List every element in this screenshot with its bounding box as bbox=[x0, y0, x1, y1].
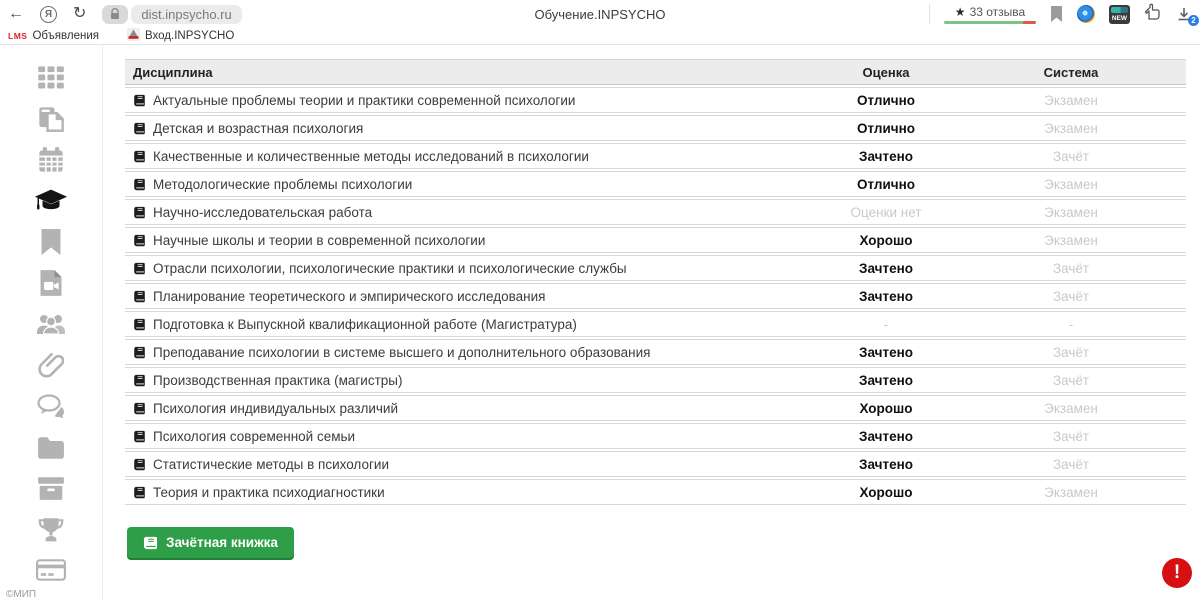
grade-value: Отлично bbox=[856, 92, 916, 108]
system-value: Зачёт bbox=[1052, 148, 1090, 164]
url-text[interactable]: dist.inpsycho.ru bbox=[131, 5, 241, 24]
book-icon bbox=[133, 206, 146, 219]
sidebar-item-groups[interactable] bbox=[34, 307, 68, 341]
header-grade: Оценка bbox=[862, 64, 910, 80]
header-system: Система bbox=[1043, 64, 1099, 80]
discipline-name: Планирование теоретического и эмпирического исследования bbox=[153, 288, 546, 304]
system-value: Экзамен bbox=[1044, 176, 1098, 192]
gradebook-button[interactable] bbox=[127, 527, 294, 558]
downloads-button[interactable] bbox=[1174, 4, 1194, 24]
calendar-icon bbox=[37, 146, 65, 174]
lock-icon[interactable] bbox=[102, 5, 128, 24]
table-row[interactable] bbox=[125, 227, 1186, 253]
back-button[interactable]: ← bbox=[8, 5, 24, 22]
gradebook-button-label: Зачётная книжка bbox=[166, 535, 278, 550]
table-row[interactable] bbox=[125, 451, 1186, 477]
table-row[interactable] bbox=[125, 423, 1186, 449]
discipline-name: Качественные и количественные методы исследований в психологии bbox=[153, 148, 589, 164]
discipline-name: Статистические методы в психологии bbox=[153, 456, 389, 472]
book-icon bbox=[133, 374, 146, 387]
site-reviews-button[interactable] bbox=[944, 5, 1036, 24]
bookmark-lms[interactable] bbox=[8, 30, 99, 42]
grade-value: Зачтено bbox=[859, 260, 913, 276]
system-value: Зачёт bbox=[1052, 344, 1090, 360]
discipline-name: Психология индивидуальных различий bbox=[153, 400, 398, 416]
discipline-name: Научно-исследовательская работа bbox=[153, 204, 373, 220]
table-row[interactable] bbox=[125, 283, 1186, 309]
book-icon bbox=[133, 318, 146, 331]
grade-value: Оценки нет bbox=[850, 204, 922, 220]
book-icon bbox=[133, 262, 146, 275]
discipline-name: Методологические проблемы психологии bbox=[153, 176, 413, 192]
bookmark-label: Объявления bbox=[32, 30, 99, 42]
grade-value: Зачтено bbox=[859, 148, 913, 164]
downloads-count-badge: 2 bbox=[1188, 15, 1199, 26]
book-icon bbox=[133, 430, 146, 443]
lms-logo-icon: LMS bbox=[8, 31, 28, 41]
book-icon bbox=[133, 290, 146, 303]
table-row[interactable] bbox=[125, 311, 1186, 337]
alert-notification-badge[interactable]: ! bbox=[1162, 558, 1192, 588]
table-row[interactable] bbox=[125, 87, 1186, 113]
book-icon bbox=[133, 150, 146, 163]
address-bar[interactable] bbox=[102, 5, 241, 24]
grade-value: - bbox=[883, 316, 889, 332]
documents-icon bbox=[37, 105, 65, 133]
discipline-name: Преподавание психологии в системе высшего и дополнительного образования bbox=[153, 344, 651, 360]
folder-icon bbox=[37, 436, 65, 459]
credit-card-icon bbox=[36, 559, 66, 581]
system-value: Экзамен bbox=[1044, 92, 1098, 108]
system-value: Зачёт bbox=[1052, 288, 1090, 304]
video-file-icon bbox=[38, 269, 64, 297]
table-row[interactable] bbox=[125, 255, 1186, 281]
system-value: Экзамен bbox=[1044, 204, 1098, 220]
system-value: - bbox=[1068, 316, 1074, 332]
discipline-name: Актуальные проблемы теории и практики современной психологии bbox=[153, 92, 576, 108]
book-icon bbox=[143, 536, 158, 550]
bookmark-inpsycho[interactable] bbox=[127, 28, 234, 44]
system-value: Экзамен bbox=[1044, 400, 1098, 416]
grade-value: Отлично bbox=[856, 176, 916, 192]
sidebar-item-schedule[interactable] bbox=[34, 143, 68, 177]
bookmark-label: Вход.INPSYCHO bbox=[144, 30, 235, 42]
book-icon bbox=[133, 486, 146, 499]
bookmark-flag-icon[interactable] bbox=[1050, 6, 1063, 22]
grades-table bbox=[125, 59, 1186, 505]
grade-value: Зачтено bbox=[859, 456, 913, 472]
sidebar-item-education-active[interactable] bbox=[34, 184, 68, 218]
page-title: Обучение.INPSYCHO bbox=[534, 6, 666, 22]
star-icon: ★ bbox=[954, 4, 966, 19]
archive-box-icon bbox=[37, 475, 65, 501]
book-icon bbox=[133, 402, 146, 415]
table-row[interactable] bbox=[125, 367, 1186, 393]
table-row[interactable] bbox=[125, 479, 1186, 505]
table-body bbox=[125, 87, 1186, 505]
book-icon bbox=[133, 178, 146, 191]
graduation-cap-icon bbox=[34, 188, 68, 214]
reviews-count: 33 отзыва bbox=[969, 4, 1026, 19]
sidebar-item-video-lessons[interactable] bbox=[34, 266, 68, 300]
grade-value: Зачтено bbox=[859, 288, 913, 304]
sidebar-item-attachments[interactable] bbox=[34, 348, 68, 382]
chat-icon bbox=[37, 394, 65, 418]
system-value: Экзамен bbox=[1044, 232, 1098, 248]
bookmarks-bar bbox=[0, 28, 1200, 45]
sidebar-item-materials[interactable] bbox=[34, 102, 68, 136]
new-extension-icon[interactable]: NEW bbox=[1109, 5, 1130, 24]
header-discipline: Дисциплина bbox=[133, 64, 213, 80]
discipline-name: Отрасли психологии, психологические практики и психологические службы bbox=[153, 260, 627, 276]
extension-orb-icon[interactable] bbox=[1077, 5, 1095, 23]
bookmark-icon bbox=[40, 229, 62, 255]
book-icon bbox=[133, 234, 146, 247]
system-value: Экзамен bbox=[1044, 484, 1098, 500]
rating-bar bbox=[944, 21, 1036, 24]
trophy-icon bbox=[37, 516, 65, 543]
grade-value: Хорошо bbox=[859, 232, 913, 248]
grade-value: Зачтено bbox=[859, 372, 913, 388]
grade-value: Отлично bbox=[856, 120, 916, 136]
table-row[interactable] bbox=[125, 395, 1186, 421]
table-row[interactable] bbox=[125, 199, 1186, 225]
sidebar bbox=[0, 45, 103, 600]
paperclip-icon bbox=[38, 351, 64, 379]
sidebar-item-bookmarks[interactable] bbox=[34, 225, 68, 259]
system-value: Зачёт bbox=[1052, 372, 1090, 388]
pyramid-logo-icon bbox=[127, 28, 140, 44]
sidebar-item-messages[interactable] bbox=[34, 389, 68, 423]
table-row[interactable] bbox=[125, 143, 1186, 169]
grade-value: Хорошо bbox=[859, 400, 913, 416]
browser-toolbar bbox=[0, 0, 1200, 28]
book-icon bbox=[133, 346, 146, 359]
grade-value: Зачтено bbox=[859, 428, 913, 444]
discipline-name: Подготовка к Выпускной квалификационной работе (Магистратура) bbox=[153, 316, 577, 332]
table-header bbox=[125, 59, 1186, 85]
book-icon bbox=[133, 122, 146, 135]
system-value: Экзамен bbox=[1044, 120, 1098, 136]
grade-value: Зачтено bbox=[859, 344, 913, 360]
system-value: Зачёт bbox=[1052, 260, 1090, 276]
sidebar-item-payments[interactable] bbox=[34, 553, 68, 587]
sidebar-item-grid-menu[interactable] bbox=[34, 61, 68, 95]
discipline-name: Теория и практика психодиагностики bbox=[153, 484, 385, 500]
sidebar-item-achievements[interactable] bbox=[34, 512, 68, 546]
discipline-name: Психология современной семьи bbox=[153, 428, 356, 444]
reload-button[interactable]: ↻ bbox=[73, 5, 87, 22]
grid-icon bbox=[37, 64, 65, 92]
grade-value: Хорошо bbox=[859, 484, 913, 500]
discipline-name: Научные школы и теории в современной психологии bbox=[153, 232, 486, 248]
hand-gesture-icon[interactable] bbox=[1144, 3, 1160, 25]
discipline-name: Производственная практика (магистры) bbox=[153, 372, 403, 388]
table-row[interactable] bbox=[125, 115, 1186, 141]
toolbar-separator bbox=[929, 4, 930, 24]
system-value: Зачёт bbox=[1052, 428, 1090, 444]
sidebar-item-files[interactable] bbox=[34, 430, 68, 464]
book-icon bbox=[133, 458, 146, 471]
sidebar-footer-mip: ©МИП bbox=[6, 589, 37, 600]
system-value: Зачёт bbox=[1052, 456, 1090, 472]
sidebar-item-archive[interactable] bbox=[34, 471, 68, 505]
main-content bbox=[103, 45, 1200, 600]
yandex-services-icon[interactable]: Я bbox=[40, 6, 57, 23]
book-icon bbox=[133, 94, 146, 107]
table-row[interactable] bbox=[125, 339, 1186, 365]
discipline-name: Детская и возрастная психология bbox=[153, 120, 364, 136]
people-icon bbox=[36, 312, 66, 336]
table-row[interactable] bbox=[125, 171, 1186, 197]
